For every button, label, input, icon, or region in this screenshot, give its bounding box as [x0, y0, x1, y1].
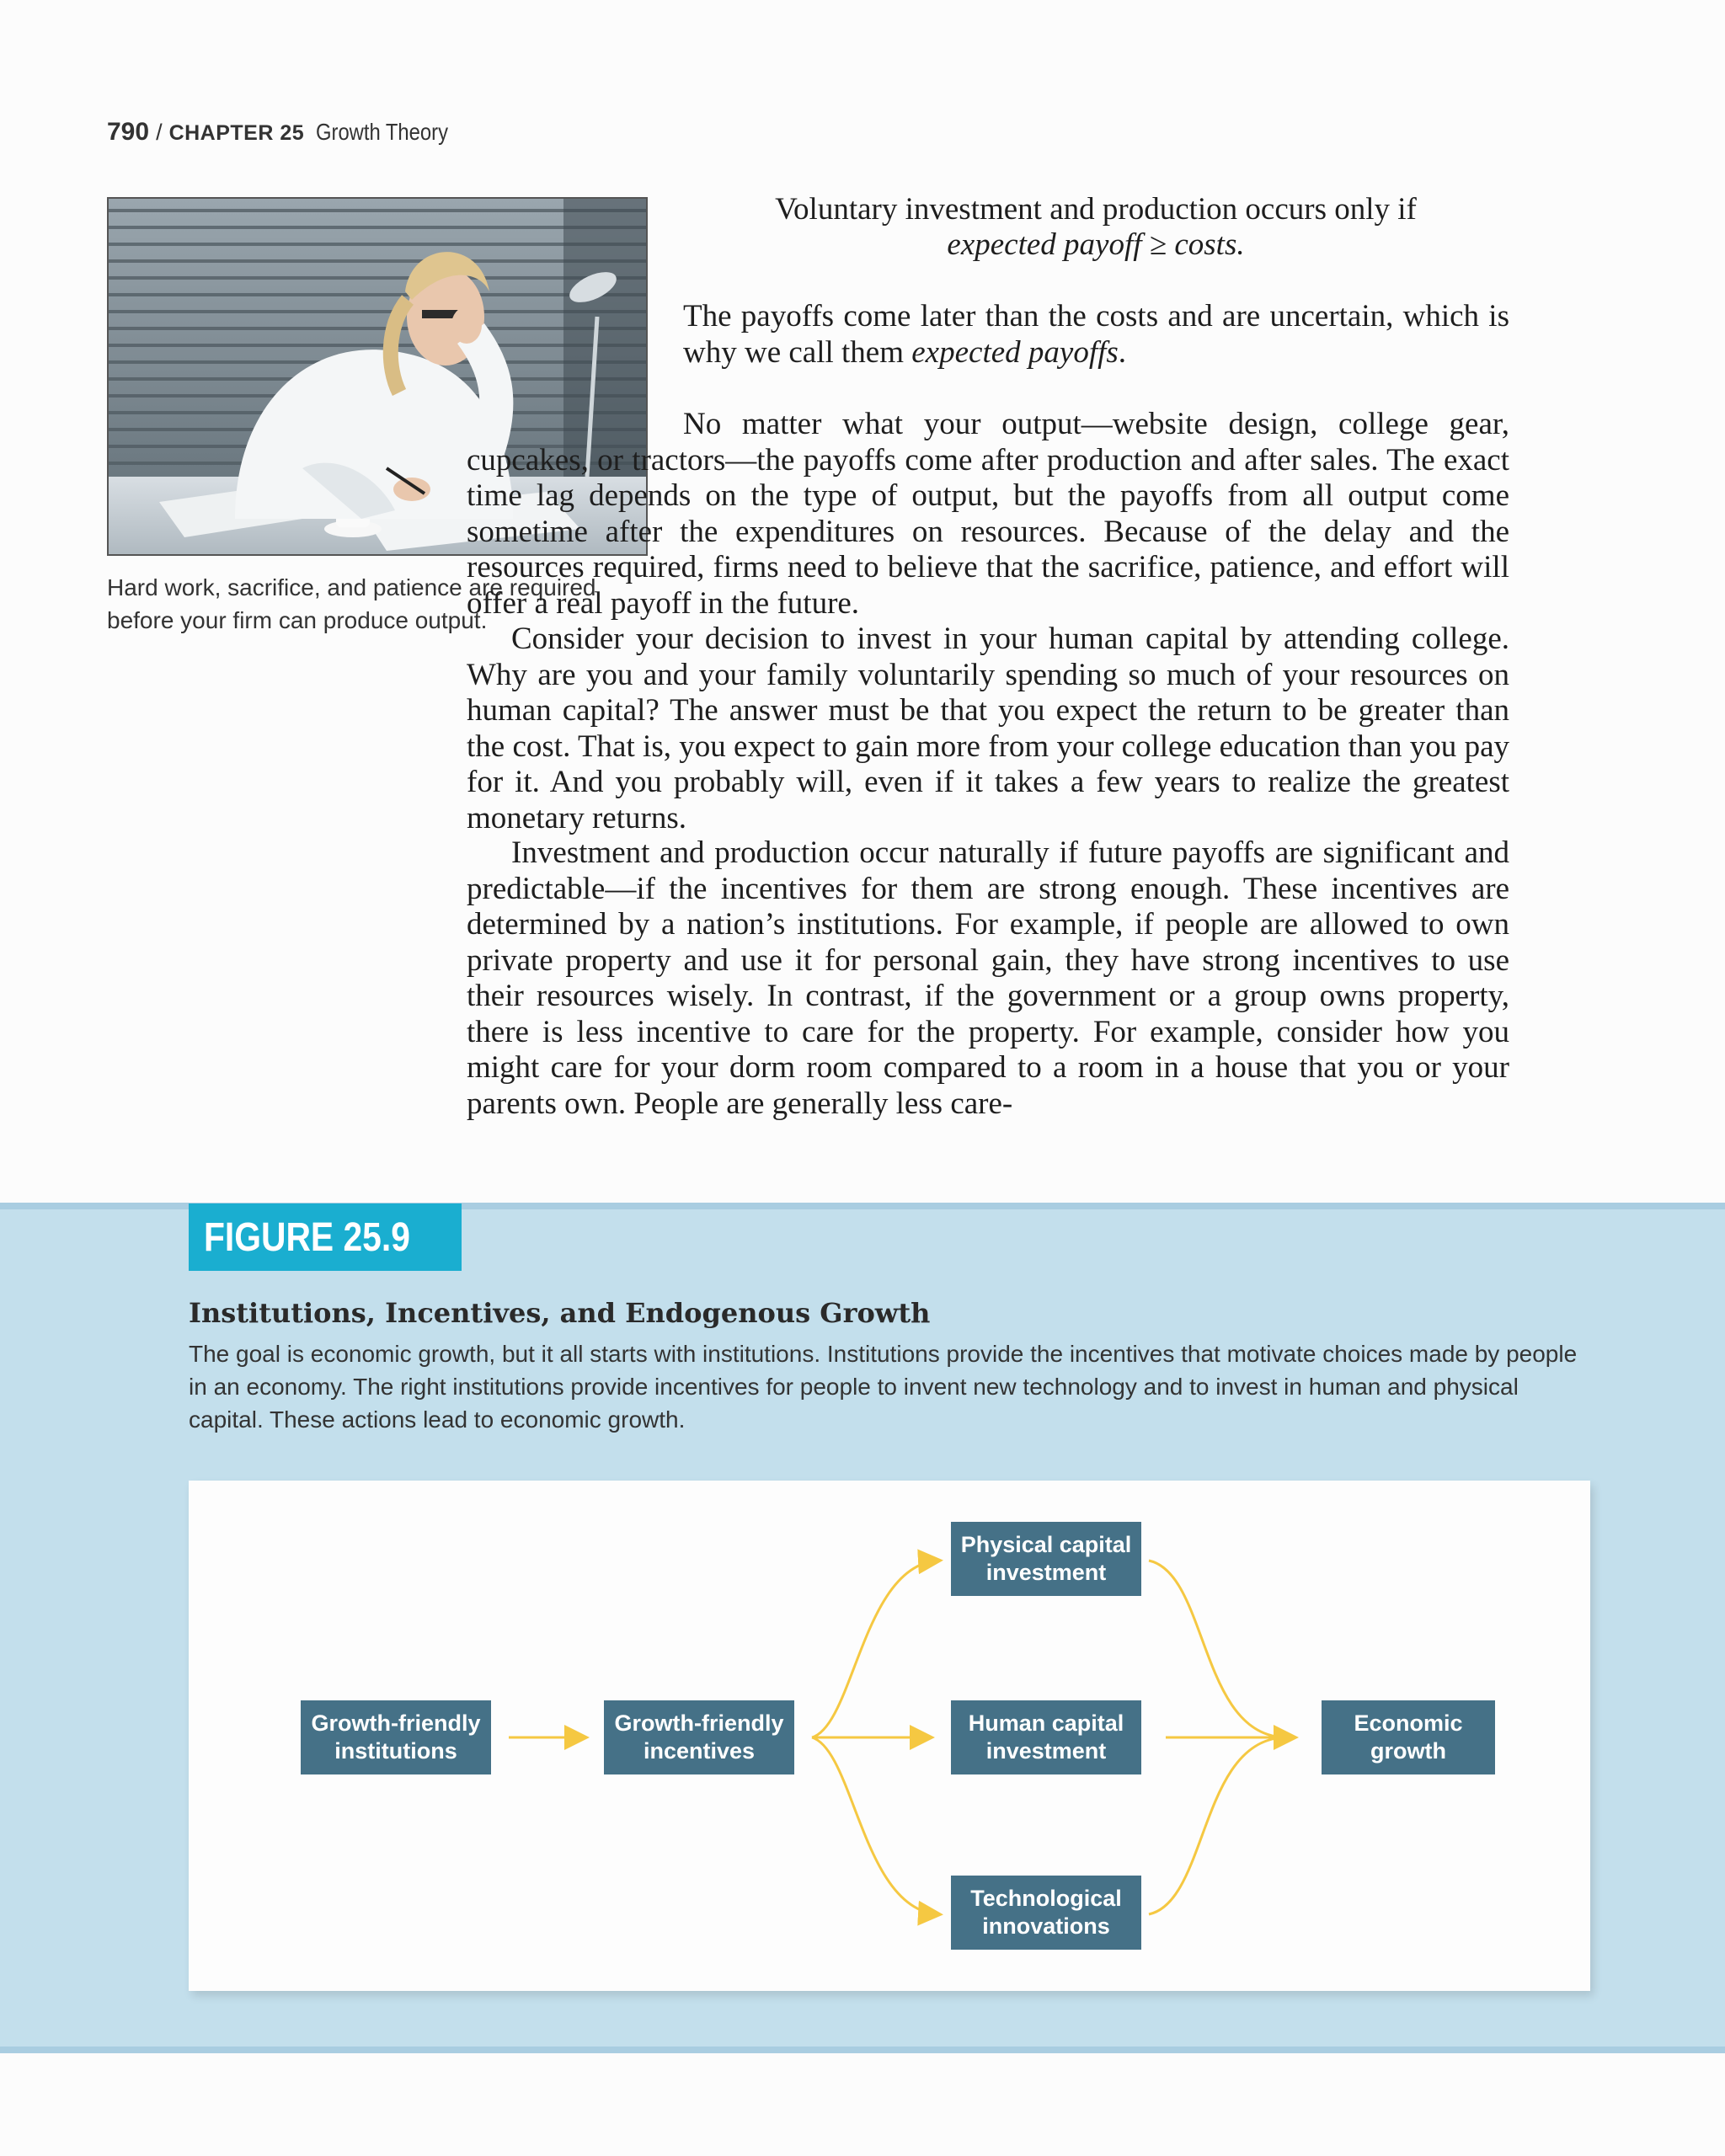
- running-header: [107, 118, 472, 147]
- arrow-physical-to-growth: [1149, 1561, 1284, 1737]
- equation-line-1: Voluntary investment and production occurs only if: [775, 192, 1417, 227]
- node-growth-friendly-incentives: Growth-friendly incentives: [604, 1700, 794, 1774]
- paragraph-2: No matter what your output—website design, college gear, cupcakes, or tractors—the payoffs come after production and after sales. The exact time lag depends on the type of output, but the payoffs from all output come sometime after the expenditures on resources. Because of the delay and the resources required, firms need to believe that the sacrifice, patience, and effort will offer a real payoff in the future.: [467, 407, 1509, 621]
- arrow-incentives-to-physical: [812, 1561, 938, 1737]
- chapter-title: Growth Theory: [316, 119, 449, 145]
- header-separator: /: [156, 120, 163, 145]
- paragraph-1-emphasis: expected payoffs: [911, 334, 1119, 370]
- equation-line-2: expected payoff ≥ costs.: [947, 227, 1245, 262]
- flow-diagram-panel: [189, 1481, 1590, 1991]
- arrow-tech-to-growth: [1149, 1737, 1284, 1914]
- node-technological-innovations: Technological innovations: [951, 1876, 1141, 1950]
- paragraph-4: Investment and production occur naturally if future payoffs are significant and predictable—if the incentives for them are strong enough. These incentives are determined by a nation’s institutions. For example, if people are allowed to own private property and use it for personal gain, they have strong incentives to use their resources wisely. In contrast, if the government or a group owns property, there is less incentive to care for the property. For example, consider how you might care for your dorm room compared to a room in a house that you or your parents own. People are generally less care-: [467, 835, 1509, 1121]
- arrow-incentives-to-tech: [812, 1737, 938, 1914]
- figure-label-text: FIGURE 25.9: [204, 1214, 410, 1260]
- node-economic-growth: Economic growth: [1322, 1700, 1495, 1774]
- chapter-label: CHAPTER 25: [168, 121, 305, 145]
- paragraph-1: [683, 299, 1509, 371]
- photo-caption: Hard work, sacrifice, and patience are required before your firm can produce output.: [107, 574, 596, 633]
- figure-label: [189, 1203, 462, 1271]
- page-number: 790: [107, 118, 150, 146]
- figure-description: The goal is economic growth, but it all starts with institutions. Institutions provide the incentives that motivate choices made by people in an economy. The right institutions provide incentives for people to invent new technology and to invest in human and physical capital. These actions lead to economic growth.: [189, 1341, 1578, 1433]
- paragraph-1-end: .: [1118, 334, 1127, 370]
- paragraph-3: Consider your decision to invest in your human capital by attending college. Why are you and your family voluntarily spending so much of your resources on human capital? The answer must be that you expect the return to be greater than the cost. That is, you expect to gain more from your college education than you pay for it. And you probably will, even if it takes a few years to realize the greatest monetary returns.: [467, 622, 1509, 835]
- node-physical-capital-investment: Physical capital investment: [951, 1522, 1141, 1596]
- node-growth-friendly-institutions: Growth-friendly institutions: [301, 1700, 491, 1774]
- figure-title: Institutions, Incentives, and Endogenous Growth: [189, 1297, 931, 1329]
- paragraph-1-text: The payoffs come later than the costs and are uncertain, which is why we call them: [683, 299, 1509, 370]
- paragraph-group: [467, 407, 1509, 836]
- node-human-capital-investment: Human capital investment: [951, 1700, 1141, 1774]
